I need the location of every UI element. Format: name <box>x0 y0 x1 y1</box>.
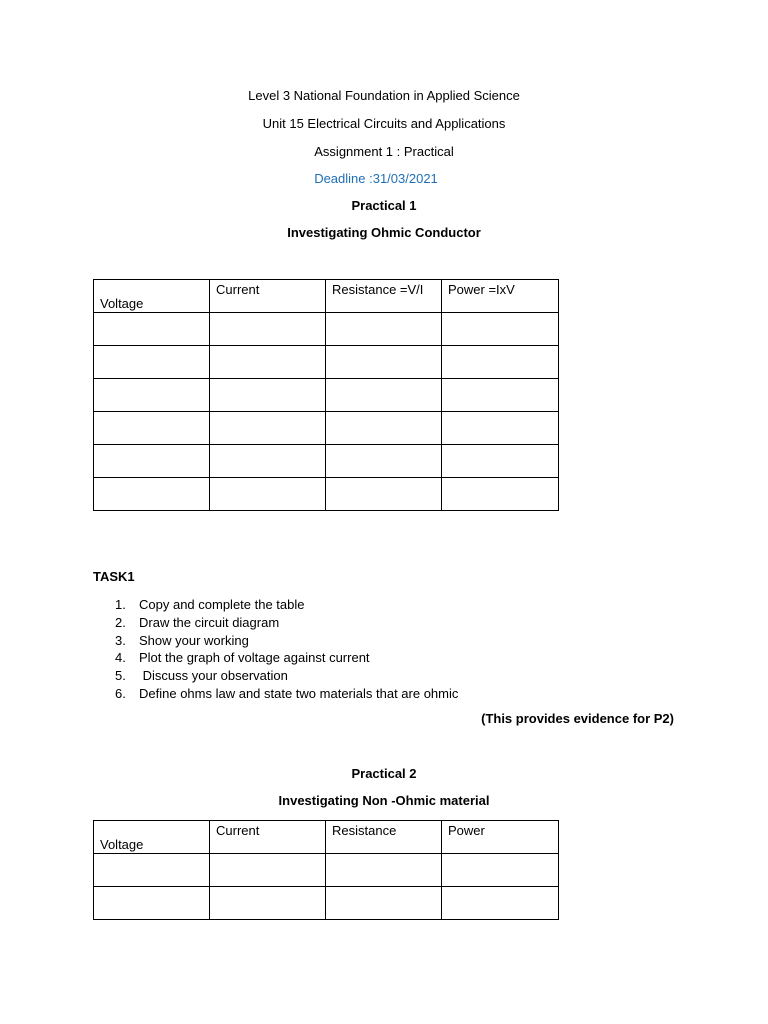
header-resistance: Resistance <box>326 821 442 854</box>
task1-title: TASK1 <box>93 569 135 584</box>
table-cell <box>94 313 210 346</box>
list-item <box>93 596 458 614</box>
list-item <box>93 667 458 685</box>
list-text: Define ohms law and state two materials that are ohmic <box>139 685 459 701</box>
table-row <box>94 346 559 379</box>
table-row <box>94 854 559 887</box>
table-cell <box>442 854 559 887</box>
course-title: Level 3 National Foundation in Applied Science <box>248 88 520 103</box>
list-number: 4. <box>115 650 126 666</box>
list-number: 5. <box>115 668 126 684</box>
practical2-title: Practical 2 <box>351 766 417 781</box>
deadline: Deadline :31/03/2021 <box>314 171 438 186</box>
table-row <box>94 313 559 346</box>
table-cell <box>326 445 442 478</box>
list-number: 6. <box>115 685 126 701</box>
list-text: Plot the graph of voltage against current <box>139 650 370 666</box>
unit-title: Unit 15 Electrical Circuits and Applications <box>262 116 506 131</box>
table-cell <box>326 379 442 412</box>
list-number: 3. <box>115 632 126 648</box>
table-cell <box>442 478 559 511</box>
table-cell <box>326 478 442 511</box>
header-voltage: Voltage <box>94 280 210 313</box>
table-cell <box>442 379 559 412</box>
list-number: 1. <box>115 597 126 612</box>
list-text: Discuss your observation <box>139 668 288 684</box>
table-cell <box>94 379 210 412</box>
table-cell <box>442 346 559 379</box>
list-text: Show your working <box>139 632 249 648</box>
practical2-table <box>93 820 559 920</box>
table-row <box>94 412 559 445</box>
table-cell <box>94 887 210 920</box>
table-cell <box>442 887 559 920</box>
table-header-row <box>94 821 559 854</box>
practical1-subtitle: Investigating Ohmic Conductor <box>287 225 481 240</box>
table-row <box>94 887 559 920</box>
list-text: Draw the circuit diagram <box>139 614 280 630</box>
practical1-table <box>93 279 559 511</box>
table-cell <box>210 478 326 511</box>
table-cell <box>210 346 326 379</box>
table-row <box>94 478 559 511</box>
evidence-note: (This provides evidence for P2) <box>481 711 674 726</box>
table-header-row <box>94 280 559 313</box>
table-cell <box>210 887 326 920</box>
list-item <box>93 614 458 632</box>
table-cell <box>326 346 442 379</box>
table-cell <box>442 412 559 445</box>
task1-list <box>93 596 458 703</box>
table-row <box>94 379 559 412</box>
header-resistance: Resistance =V/I <box>326 280 442 313</box>
table-cell <box>94 346 210 379</box>
table-cell <box>94 854 210 887</box>
table-cell <box>442 445 559 478</box>
table-cell <box>94 412 210 445</box>
table-cell <box>94 478 210 511</box>
assignment-title: Assignment 1 : Practical <box>314 144 454 159</box>
table-cell <box>94 445 210 478</box>
header-power: Power =IxV <box>442 280 559 313</box>
table-cell <box>210 854 326 887</box>
table-cell <box>326 313 442 346</box>
practical1-title: Practical 1 <box>351 198 417 213</box>
list-item <box>93 685 458 703</box>
list-item <box>93 632 458 650</box>
list-text: Copy and complete the table <box>139 597 305 612</box>
table-cell <box>326 887 442 920</box>
table-row <box>94 445 559 478</box>
header-power: Power <box>442 821 559 854</box>
list-item <box>93 649 458 667</box>
table-cell <box>210 445 326 478</box>
list-number: 2. <box>115 614 126 630</box>
header-current: Current <box>210 821 326 854</box>
table-cell <box>442 313 559 346</box>
table-cell <box>210 379 326 412</box>
practical2-subtitle: Investigating Non -Ohmic material <box>278 793 490 808</box>
header-voltage: Voltage <box>94 821 210 854</box>
table-cell <box>326 412 442 445</box>
table-cell <box>210 412 326 445</box>
table-cell <box>326 854 442 887</box>
table-cell <box>210 313 326 346</box>
header-current: Current <box>210 280 326 313</box>
